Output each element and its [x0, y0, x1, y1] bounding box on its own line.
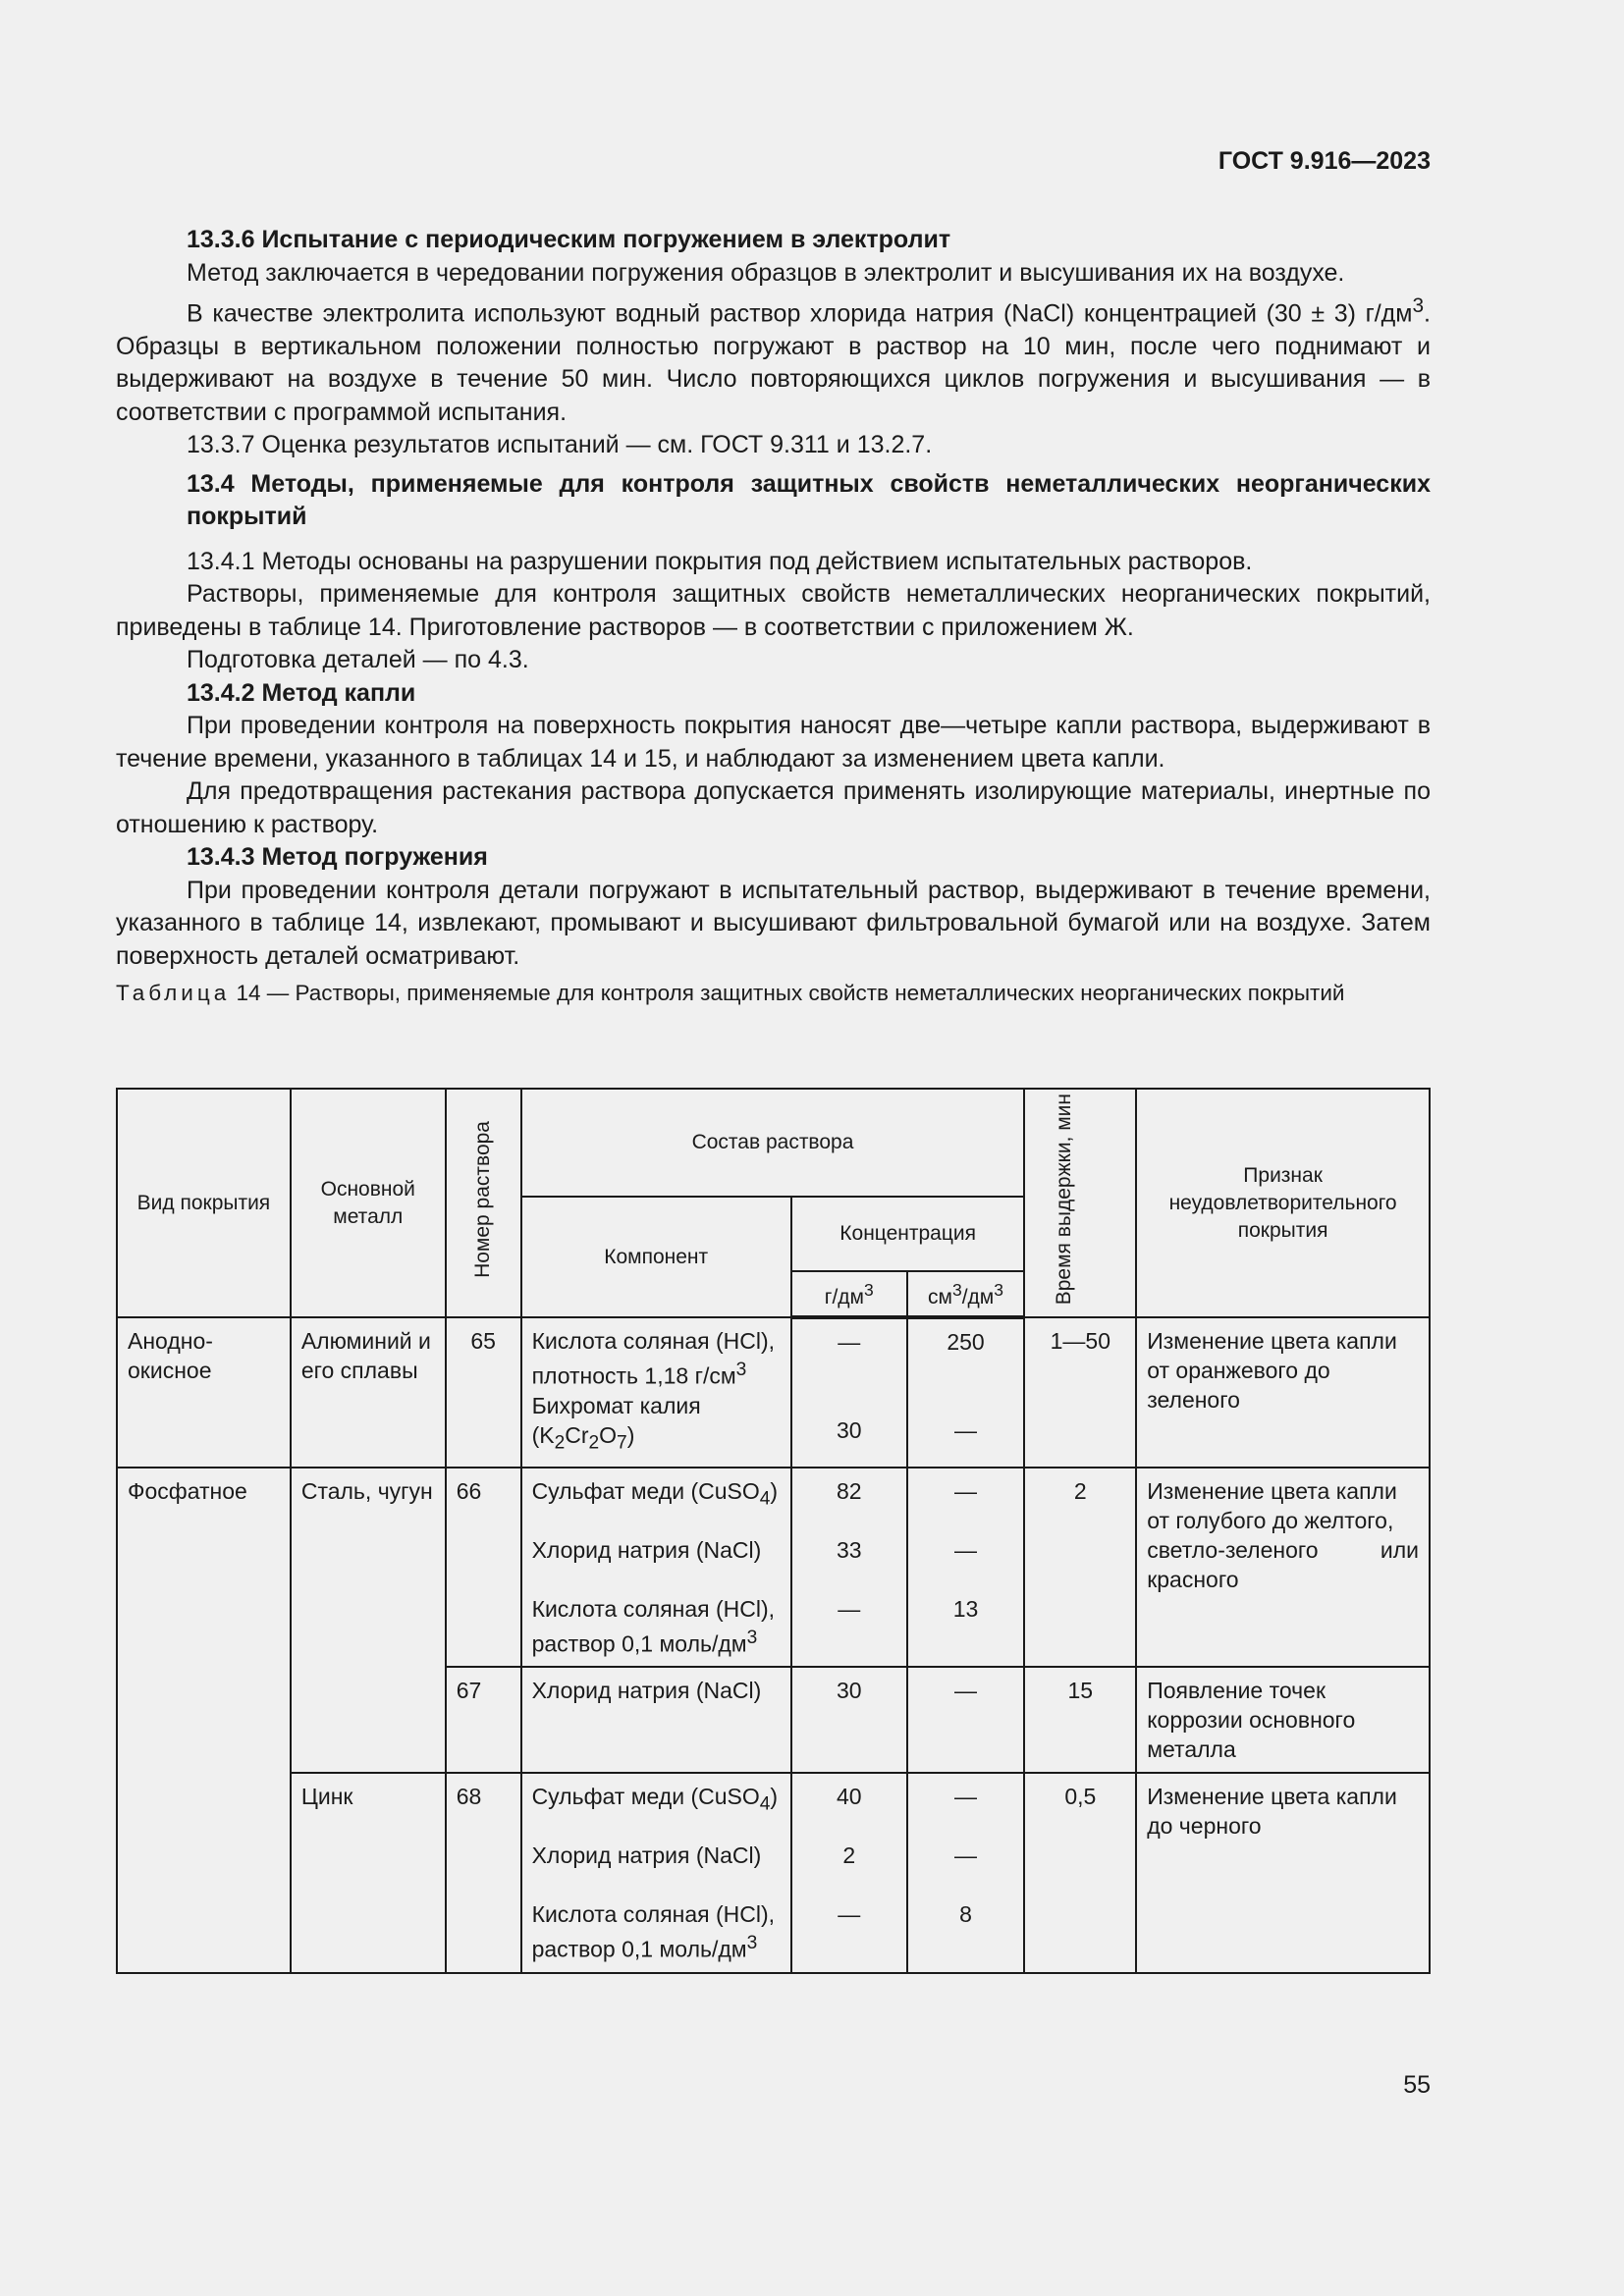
cell-sign: Изменение цвета капли от голубого до желтого, светло-зеленого или красного: [1136, 1468, 1430, 1668]
section-13-4-3-p1: При проведении контроля детали погружают в испытательный раствор, выдерживают в течение времени, указанного в таблице 14, извлекают, промывают и высушивают фильтровальной бумагой или на воздухе. Затем поверхность деталей осматривают.: [116, 876, 1431, 970]
cell-g-dm3: — 30: [791, 1317, 907, 1467]
component-line: Сульфат меди (CuSO$_4$): [531, 1784, 779, 1815]
section-13-4-2-p2: Для предотвращения растекания раствора допускается применять изолирующие материалы, инертные по отношению к раствору.: [116, 777, 1431, 838]
section-13-3-6-title: 13.3.6 Испытание с периодическим погружением в электролит: [187, 226, 951, 253]
table-14: [116, 1088, 1431, 1974]
cell-sign: Появление точек коррозии основного металла: [1136, 1667, 1430, 1773]
component-line: Сульфат меди (CuSO$_4$): [531, 1477, 779, 1510]
header-component: Компонент: [521, 1197, 791, 1317]
section-13-4-2-title: 13.4.2 Метод капли: [187, 678, 416, 707]
section-13-3-7: 13.3.7 Оценка результатов испытаний — см. ГОСТ 9.311 и 13.2.7.: [187, 431, 933, 459]
header-cm3-dm3: $см^3/дм^3$: [907, 1271, 1025, 1317]
section-13-3-6-p1: Метод заключается в чередовании погружения образцов в электролит и высушивания их на воздухе.: [187, 258, 1345, 287]
cell-cm3-dm3: — — 13: [907, 1468, 1025, 1668]
cell-metal: Сталь, чугун: [291, 1468, 446, 1774]
cell-time: 15: [1024, 1667, 1136, 1773]
cell-time: 2: [1024, 1468, 1136, 1668]
table-row: [117, 1468, 1430, 1668]
table-row: [117, 1317, 1430, 1467]
cell-metal: Алюминий и его сплавы: [291, 1317, 446, 1467]
component-line: Хлорид натрия (NaCl): [531, 1842, 762, 1869]
cell-component: [521, 1773, 791, 1973]
cell-g-dm3: 40 2 —: [791, 1773, 907, 1973]
header-g-dm3: $г/дм^3$: [791, 1271, 907, 1317]
header-concentration: Концентрация: [791, 1197, 1025, 1271]
table-row: [117, 1773, 1430, 1973]
document-code-header: ГОСТ 9.916—2023: [1218, 147, 1431, 175]
component-line: Хлорид натрия (NaCl): [531, 1536, 762, 1563]
cell-cm3-dm3: — — 8: [907, 1773, 1025, 1973]
section-13-4-2-p1: При проведении контроля на поверхность покрытия наносят две—четыре капли раствора, выдерживают в течение времени, указанного в таблицах 14 и 15, и наблюдают за изменением цвета капли.: [116, 712, 1431, 773]
section-13-4-1-p3: Подготовка деталей — по 4.3.: [187, 646, 529, 674]
cell-coating: Фосфатное: [117, 1468, 291, 1973]
component-line: Кислота соляная (HCl), раствор 0,1 моль/$дм^3$: [531, 1595, 776, 1657]
cell-time: 0,5: [1024, 1773, 1136, 1973]
section-13-4-1-p1: 13.4.1 Методы основаны на разрушении покрытия под действием испытательных растворов.: [187, 547, 1253, 575]
cell-coating: Анодно-окисное: [117, 1317, 291, 1467]
page-number: 55: [1403, 2071, 1431, 2099]
cell-number: 67: [446, 1667, 521, 1773]
cell-cm3-dm3: —: [907, 1667, 1025, 1773]
section-13-4-title: 13.4 Методы, применяемые для контроля защитных свойств неметаллических неорганических покрытий: [187, 469, 1431, 531]
cell-number: 68: [446, 1773, 521, 1973]
cell-cm3-dm3: 250 —: [907, 1317, 1025, 1467]
section-13-3-6-p2: В качестве электролита используют водный раствор хлорида натрия (NaCl) концентрацией (30 ± 3) $г/дм^3$. Образцы в вертикальном положении полностью погружают в раствор на 10 мин, после чего поднимают и выдерживают на воздухе в течение 50 мин. Число повторяющихся циклов погружения и высушивания — в соответствии с программой испытания.: [116, 294, 1431, 426]
cell-sign: Изменение цвета капли от оранжевого до зеленого: [1136, 1317, 1430, 1467]
component-line: Бихромат калия $(K_2Cr_2O_7)$: [531, 1392, 701, 1454]
cell-time: 1—50: [1024, 1317, 1136, 1467]
header-sign: Признак неудовлетворительного покрытия: [1136, 1089, 1430, 1317]
cell-g-dm3: 82 33 —: [791, 1468, 907, 1668]
cell-g-dm3: 30: [791, 1667, 907, 1773]
section-13-4-1-p2: Растворы, применяемые для контроля защитных свойств неметаллических неорганических покрытий, приведены в таблице 14. Приготовление растворов — в соответствии с приложением Ж.: [116, 580, 1431, 641]
header-time: Время выдержки, мин: [1024, 1089, 1136, 1317]
header-metal: Основной металл: [291, 1089, 446, 1317]
section-13-4-3-title: 13.4.3 Метод погружения: [187, 843, 488, 872]
cell-metal: Цинк: [291, 1773, 446, 1973]
header-composition: Состав раствора: [521, 1089, 1025, 1197]
component-line: Кислота соляная (HCl), плотность 1,18 $г/см^3$: [531, 1328, 776, 1389]
header-coating: Вид покрытия: [117, 1089, 291, 1317]
component-line: Кислота соляная (HCl), раствор 0,1 моль/$дм^3$: [531, 1901, 776, 1962]
cell-sign: Изменение цвета капли до черного: [1136, 1773, 1430, 1973]
cell-number: 65: [446, 1317, 521, 1467]
cell-number: 66: [446, 1468, 521, 1668]
body-text: [116, 224, 1431, 1008]
cell-component: [521, 1468, 791, 1668]
cell-component: [521, 1317, 791, 1467]
table-caption: Таблица 14 — Растворы, применяемые для контроля защитных свойств неметаллических неорганических покрытий: [116, 981, 1345, 1006]
cell-component: Хлорид натрия (NaCl): [521, 1667, 791, 1773]
header-number: Номер раствора: [446, 1089, 521, 1317]
